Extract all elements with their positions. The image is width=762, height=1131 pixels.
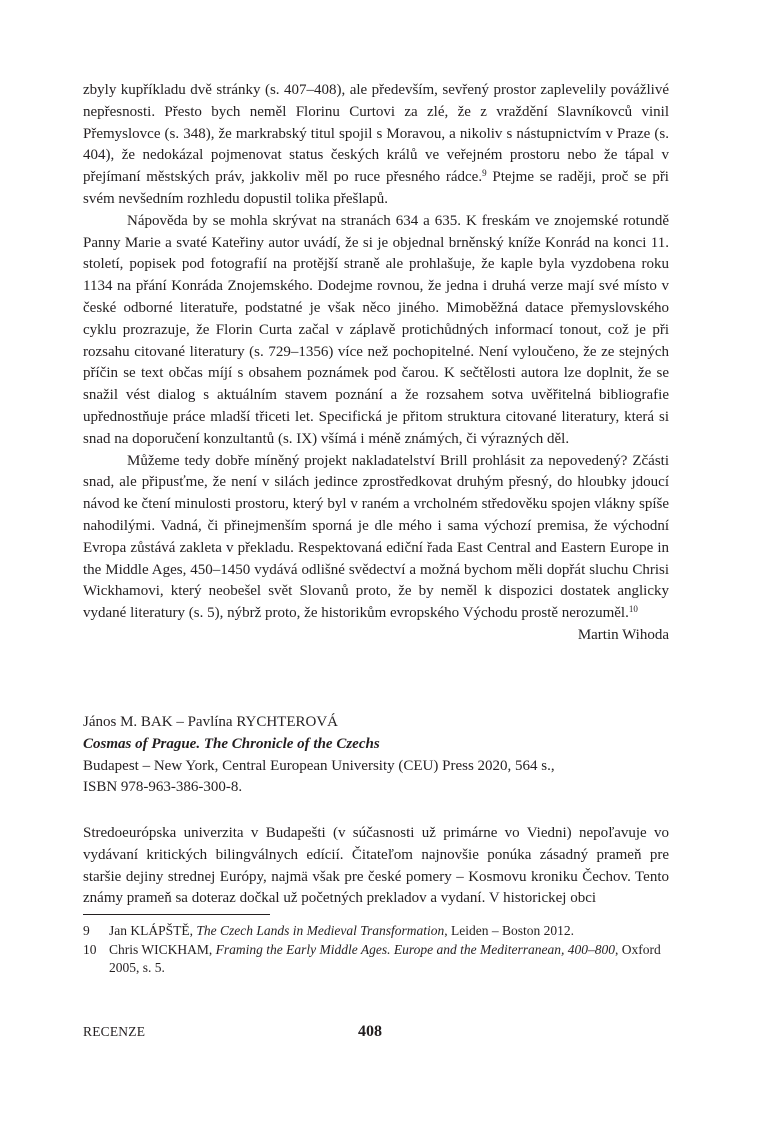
running-footer-section: RECENZE [83, 1024, 146, 1039]
review-1-signature: Martin Wihoda [577, 626, 669, 643]
footnote-separator [83, 914, 270, 915]
footnote-ref-9[interactable]: 9 [482, 168, 487, 179]
footnote-number: 10 [83, 941, 97, 957]
review-2-title: Cosmas of Prague. The Chronicle of the Czechs [83, 735, 380, 752]
review-2-body [83, 823, 669, 910]
footnotes [83, 922, 669, 978]
footnote-10 [83, 941, 669, 978]
review-2-paragraph-1: Stredoeurópska univerzita v Budapešti (v súčasnosti už primárne vo Viedni) nepoľavuje vo vydávaní kritických bilingválnych edícií. Čitateľom najnovšie ponúka zásadný prameň pre staršie dejiny strednej Európy, najmä však pre české pomery – Kosmovu kroniku Čechov. Tento známy prameň sa doteraz dočkal už početných prekladov a vydaní. V historickej obci [83, 825, 669, 907]
page-number: 408 [358, 1023, 382, 1040]
review-1-paragraph-2: Nápověda by se mohla skrývat na stranách 634 a 635. K freskám ve znojemské rotundě Panny Marie a svaté Kateřiny autor uvádí, že si je objednal brněnský kníže Konrád na konci 11. století, popisek pod fotografií na protější straně ale prohlašuje, že kaple byla vyzdobena roku 1134 na přání Konráda Znojemského. Dodejme rovnou, že jedna i druhá verze mají své místo v české odborné literatuře, podstatné je však něco jiného. Mimoběžná datace přemyslovského cyklu prozrazuje, že Florin Curta začal v záplavě protichůdných informací tonout, což je při rozsahu citované literatury (s. 729–1356) více než pochopitelné. Není vyloučeno, že ze stejných příčin se text občas míjí s obsahem poznámek pod čarou. K sečtělosti autora lze doplnit, že se snažil vést dialog s aktuálním stavem poznání a že rozsahem sotva uvěřitelná bibliografie upřednostňuje práce mladší třiceti let. Specifická je přitom struktura citované literatury, která si snad na doporučení konzultantů (s. IX) všímá i méně známých, či výrazných děl. [83, 212, 669, 447]
review-2-bibliographic-header [83, 712, 669, 799]
review-1-body [83, 80, 669, 647]
footnote-ref-10[interactable]: 10 [628, 604, 638, 615]
review-2-imprint-line-1: Budapest – New York, Central European University (CEU) Press 2020, 564 s., [83, 757, 555, 774]
footnote-text: Jan KLÁPŠTĚ, The Czech Lands in Medieval Transformation, Leiden – Boston 2012. [109, 923, 575, 938]
footnote-9 [83, 922, 669, 941]
review-2-imprint-line-2: ISBN 978-963-386-300-8. [83, 779, 243, 796]
review-1-paragraph-1: zbyly kupříkladu dvě stránky (s. 407–408), ale především, sevřený prostor zaplevelily povážlivé nepřesnosti. Přesto bych neměl Florinu Curtovi za zlé, že z vraždění Slavníkovců vinil Přemyslovce (s. 348), že markrabský titul spojil s Moravou, a nikoliv s nástupnictvím v Praze (s. 404), že nedokázal pojmenovat status českých králů ve veřejném prostoru nebo že tápal v přejímaní městských práv, jakkoliv měl po ruce přesného rádce.$^9$ Ptejme se raději, proč se při svém nevšedním rozhledu dopustil tolika přešlapů. [83, 82, 669, 207]
review-1-paragraph-3: Můžeme tedy dobře míněný projekt nakladatelství Brill prohlásit za nepovedený? Zčásti snad, ale připusťme, že není v silách jedince zprostředkovat druhým přesný, do hloubky jdoucí návod ke čtení minulosti prostoru, který byl v raném a vrcholném středověku spojen vlákny spíše nahodilými. Vadná, či přinejmenším sporná je dle mého i sama výchozí premisa, že východní Evropa zůstává zakleta v překladu. Respektovaná ediční řada East Central and Eastern Europe in the Middle Ages, 450–1450 vydává odlišné svědectví a možná bychom měli dopřát sluchu Chrisi Wickhamovi, který neobešel svět Slovanů proto, že by neměl k dispozici dostatek anglicky vydané literatury (s. 5), nýbrž proto, že historikům evropského Východu prostě nerozuměl.$^{10}$ [83, 452, 669, 622]
review-2-authors: János M. BAK – Pavlína RYCHTEROVÁ [83, 714, 339, 730]
footnote-number: 9 [83, 923, 90, 938]
footnote-text: Chris WICKHAM, Framing the Early Middle Ages. Europe and the Mediterranean, 400–800, Oxford 2005, s. 5. [109, 941, 661, 975]
